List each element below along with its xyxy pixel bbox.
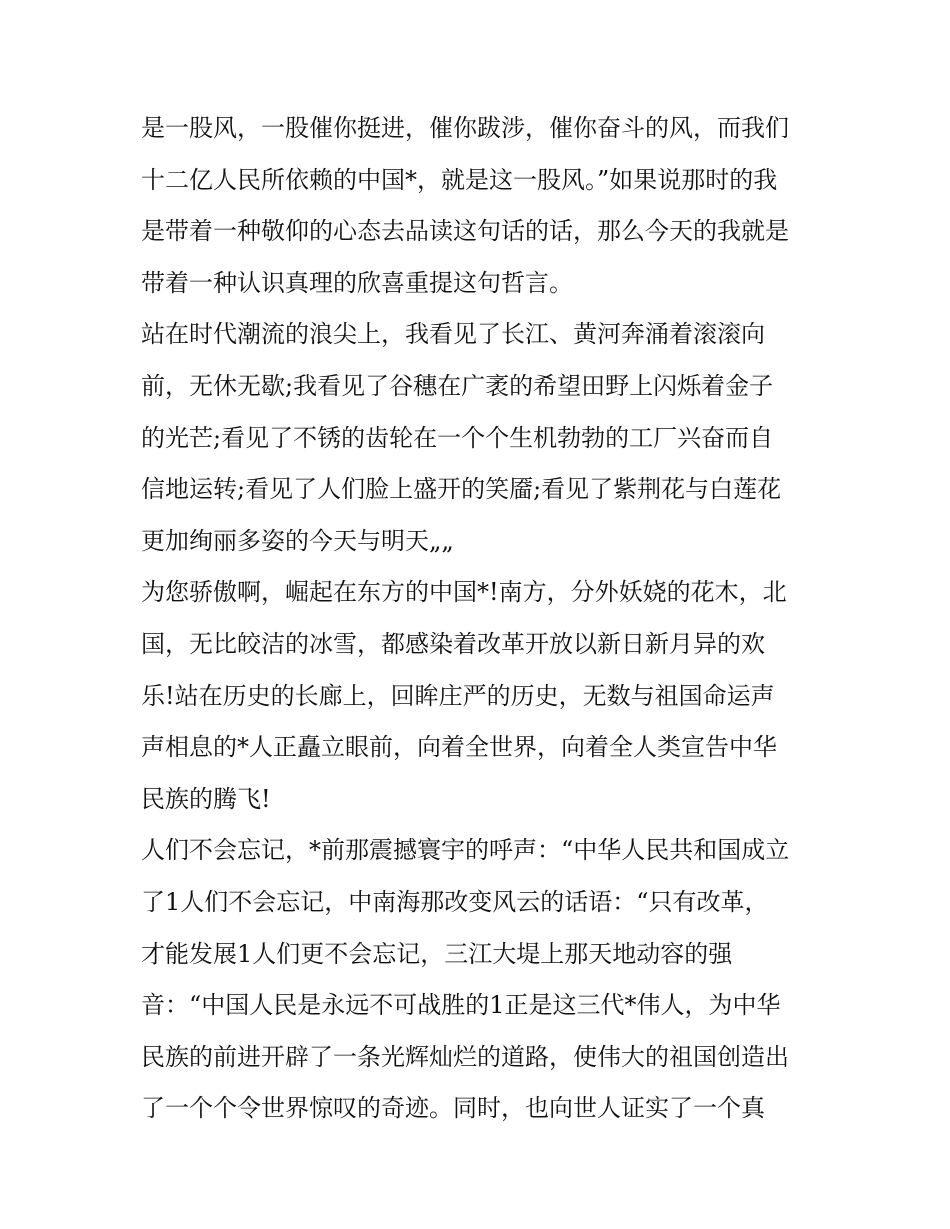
- text-line: 人们不会忘记，*前那震撼寰宇的呼声：“中华人民共和国成立: [141, 836, 790, 865]
- text-line: 民族的前进开辟了一条光辉灿烂的道路，使伟大的祖国创造出: [141, 1042, 789, 1071]
- text-line: 站在时代潮流的浪尖上，我看见了长江、黄河奔涌着滚滚向: [141, 320, 765, 349]
- text-line: 了1人们不会忘记，中南海那改变风云的话语：“只有改革，: [141, 887, 769, 916]
- text-line: 前，无休无歇;我看见了谷穗在广袤的希望田野上闪烁着金子: [141, 371, 774, 400]
- text-line: 为您骄傲啊，崛起在东方的中国*!南方，分外妖娆的花木，北: [141, 578, 787, 607]
- text-line: 民族的腾飞!: [141, 784, 271, 813]
- text-line: 了一个个令世界惊叹的奇迹。同时，也向世人证实了一个真: [141, 1094, 765, 1123]
- text-line: 才能发展1人们更不会忘记，三江大堤上那天地动容的强: [141, 939, 733, 968]
- text-line: 更加绚丽多姿的今天与明天„„: [141, 526, 454, 555]
- text-line: 是带着一种敬仰的心态去品读这句话的话，那么今天的我就是: [141, 217, 789, 246]
- text-line: 十二亿人民所依赖的中国*，就是这一股风。”如果说那时的我: [141, 165, 778, 194]
- text-line: 信地运转;看见了人们脸上盛开的笑靥;看见了紫荆花与白莲花: [141, 475, 782, 504]
- text-line: 国，无比皎洁的冰雪，都感染着改革开放以新日新月异的欢: [141, 629, 765, 658]
- text-line: 声相息的*人正矗立眼前，向着全世界，向着全人类宣告中华: [141, 733, 777, 762]
- text-line: 音：“中国人民是永远不可战胜的1正是这三代*伟人，为中华: [141, 991, 781, 1020]
- text-line: 乐!站在历史的长廊上，回眸庄严的历史，无数与祖国命运声: [141, 681, 775, 710]
- body-text: [141, 103, 821, 1135]
- text-line: 是一股风，一股催你挺进，催你跋涉，催你奋斗的风，而我们: [141, 114, 789, 142]
- text-line: 带着一种认识真理的欣喜重提这句哲言。: [141, 268, 573, 297]
- text-line: 的光芒;看见了不锈的齿轮在一个个生机勃勃的工厂兴奋而自: [141, 423, 774, 452]
